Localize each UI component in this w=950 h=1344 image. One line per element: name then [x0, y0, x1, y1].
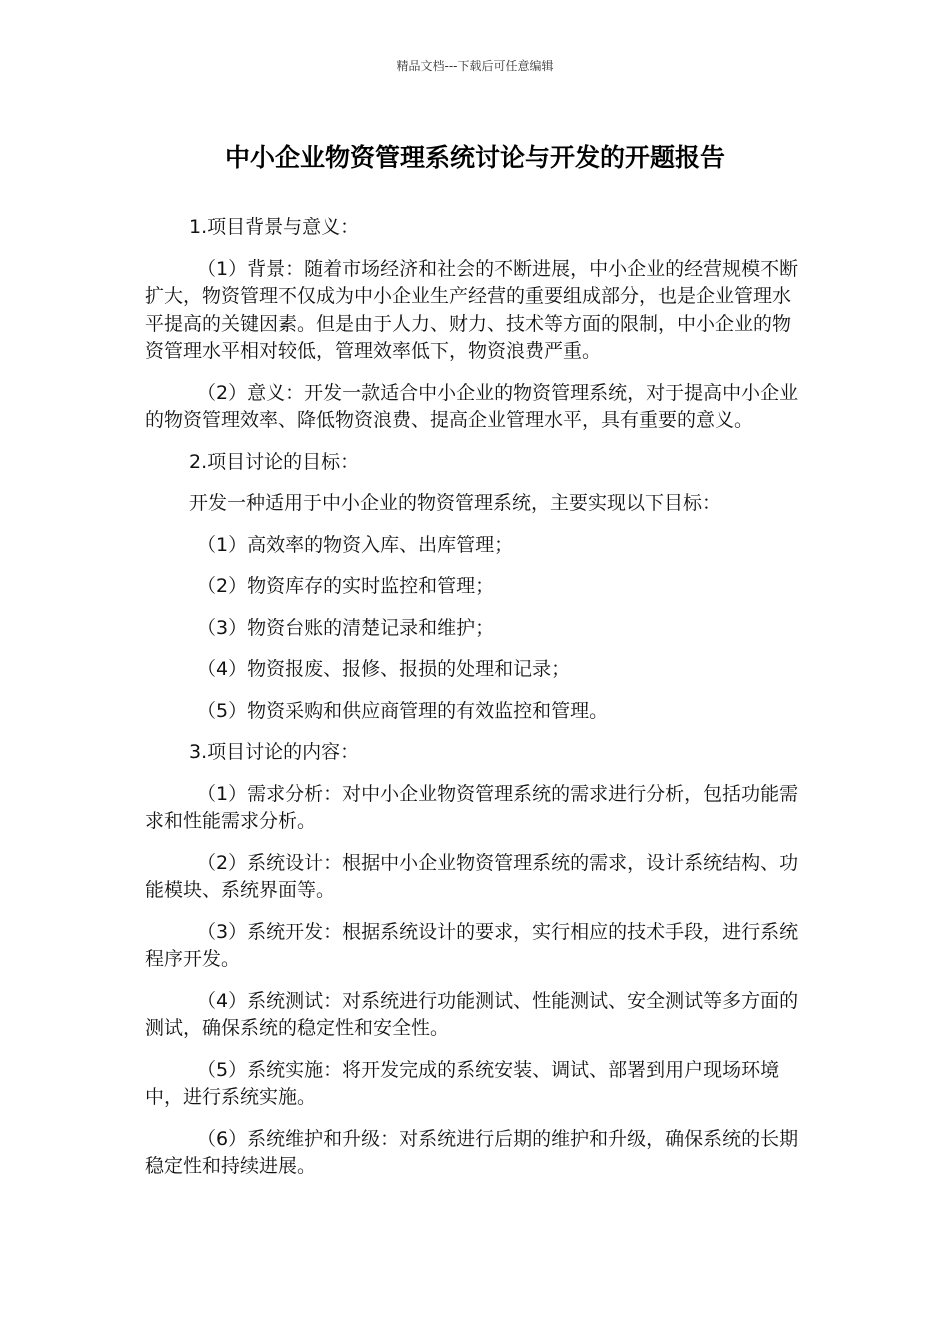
page-header: 精品文档---下载后可任意编辑: [396, 59, 554, 73]
content-item: （5）系统实施：将开发完成的系统安装、调试、部署到用户现场环境中，进行系统实施。: [145, 1058, 780, 1108]
document-title: 中小企业物资管理系统讨论与开发的开题报告: [224, 143, 725, 172]
goal-item: （2）物资库存的实时监控和管理；: [197, 575, 495, 597]
document-body: [145, 214, 807, 1195]
goal-item: （4）物资报废、报修、报损的处理和记录；: [197, 658, 571, 680]
content-item: （2）系统设计：根据中小企业物资管理系统的需求，设计系统结构、功能模块、系统界面等。: [145, 851, 799, 901]
content-item: （1）需求分析：对中小企业物资管理系统的需求进行分析，包括功能需求和性能需求分析。: [145, 782, 799, 832]
content-item: （4）系统测试：对系统进行功能测试、性能测试、安全测试等多方面的测试，确保系统的稳定性和安全性。: [145, 989, 799, 1039]
goal-item: （1）高效率的物资入库、出库管理；: [197, 533, 514, 556]
section2-intro: 开发一种适用于中小企业的物资管理系统，主要实现以下目标：: [189, 492, 722, 514]
content-item: （6）系统维护和升级：对系统进行后期的维护和升级，确保系统的长期稳定性和持续进展。: [145, 1127, 799, 1177]
content-item: （3）系统开发：根据系统设计的要求，实行相应的技术手段，进行系统程序开发。: [145, 920, 799, 970]
section2-heading: 2.项目讨论的目标：: [189, 450, 360, 473]
section1-background: （1）背景：随着市场经济和社会的不断进展，中小企业的经营规模不断扩大，物资管理不仅成为中小企业生产经营的重要组成部分，也是企业管理水平提高的关键因素。但是由于人力、财力、技术等方面的限制，中小企业的物资管理水平相对较低，管理效率低下，物资浪费严重。: [145, 257, 799, 362]
section1-heading: 1.项目背景与意义：: [189, 216, 360, 238]
section1-significance: （2）意义：开发一款适合中小企业的物资管理系统，对于提高中小企业的物资管理效率、降低物资浪费、提高企业管理水平，具有重要的意义。: [145, 381, 799, 431]
section3-heading: 3.项目讨论的内容：: [189, 741, 360, 763]
goal-item: （5）物资采购和供应商管理的有效监控和管理。: [197, 699, 609, 722]
goal-item: （3）物资台账的清楚记录和维护；: [197, 616, 495, 639]
